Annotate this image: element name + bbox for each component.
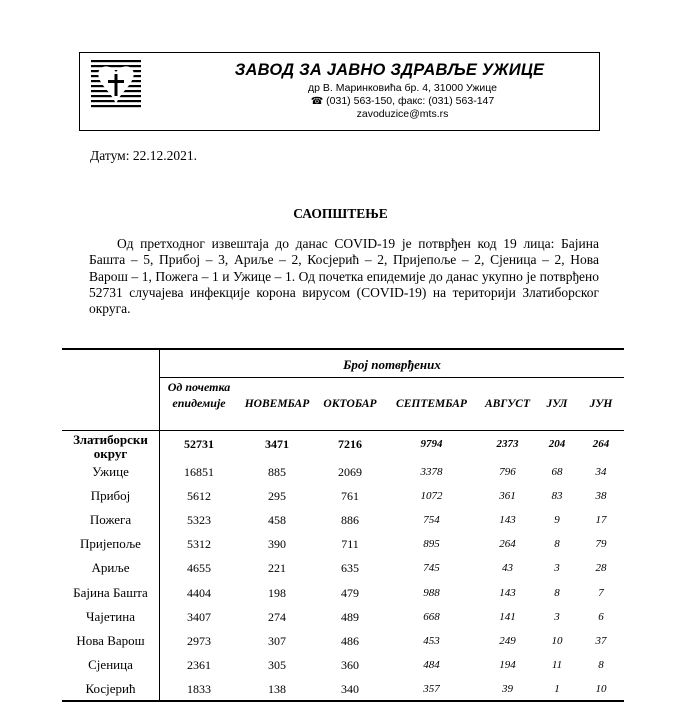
address: др В. Маринковића бр. 4, 31000 Ужице	[308, 82, 497, 94]
table-row	[62, 653, 624, 677]
table-row	[62, 677, 624, 701]
table-cell: 745	[423, 562, 440, 575]
table-cell: 6	[598, 610, 604, 623]
column-header-august: АВГУСТ	[485, 398, 530, 410]
table-cell: 895	[423, 538, 440, 551]
table-cell: 2973	[187, 633, 211, 648]
row-label: Чајетина	[86, 608, 135, 624]
header-bottom-rule	[62, 430, 624, 431]
table-cell: 295	[268, 489, 286, 504]
phone-number: (031) 563-150, факс: (031) 563-147	[326, 95, 495, 107]
table-cell: 390	[268, 537, 286, 552]
table-cell: 2361	[187, 657, 211, 672]
table-cell: 52731	[184, 437, 214, 451]
table-cell: 453	[423, 634, 440, 647]
table-cell: 988	[423, 586, 440, 599]
table-cell: 361	[499, 490, 516, 503]
email[interactable]: zavoduzice@mts.rs	[356, 108, 449, 120]
table-cell: 10	[595, 682, 607, 695]
table-cell: 340	[341, 681, 359, 696]
table-cell: 141	[499, 610, 516, 623]
table-cell: 198	[268, 585, 286, 600]
table-cell: 7216	[338, 437, 362, 451]
table-cell: 885	[268, 465, 286, 479]
phone-line	[80, 95, 599, 107]
row-label: Сјеница	[88, 656, 133, 672]
column-header-november: НОВЕМБАР	[244, 398, 310, 410]
table-cell: 1	[554, 682, 560, 695]
table-cell: 761	[341, 489, 359, 504]
table-row	[62, 532, 624, 556]
table-cell: 43	[502, 562, 513, 575]
row-label: Ариље	[91, 560, 130, 576]
table-cell: 4655	[187, 561, 211, 576]
row-label: Пријепоље	[80, 536, 141, 552]
table-cell: 8	[554, 586, 560, 599]
table-cell: 79	[595, 538, 607, 551]
table-cell: 28	[595, 562, 607, 575]
table-row	[62, 556, 624, 580]
group-header: Број потврђених	[343, 357, 441, 372]
table-cell: 479	[341, 585, 359, 600]
table-cell: 5323	[187, 513, 211, 528]
table-cell: 711	[341, 537, 359, 552]
column-header-july: ЈУЛ	[546, 398, 568, 410]
table-cell: 9	[554, 514, 560, 527]
organization-name: ЗАВОД ЗА ЈАВНО ЗДРАВЉЕ УЖИЦЕ	[234, 61, 545, 79]
table-cell: 10	[551, 634, 563, 647]
table-cell: 34	[595, 466, 607, 478]
table-cell: 796	[499, 466, 516, 478]
table-cell: 138	[268, 681, 286, 696]
announcement-text: Од претходног извештаја до данас COVID-19 је потврђен код 19 лица: Бајина Башта – 5, Прибој – 3, Ариље – 2, Косјерић – 2, Пријепоље – 2, Сјеница – 2, Нова Варош – 1, Пожега – 1 и Ужице – 1. Од почетка епидемије до данас укупно је потврђено 52731 случајева инфекције корона вирусом (COVID-19) на територији Златиборског округа.	[89, 236, 599, 317]
table-cell: 9794	[420, 438, 443, 450]
letterhead	[79, 52, 600, 131]
table-cell: 37	[595, 634, 607, 647]
table-cell: 357	[423, 682, 440, 695]
table-cell: 1833	[187, 681, 211, 696]
table-row	[62, 508, 624, 532]
row-label: Ужице	[92, 464, 129, 479]
table-cell: 489	[341, 609, 359, 624]
table-cell: 754	[423, 514, 440, 527]
column-header-october: ОКТОБАР	[323, 398, 377, 410]
table-cell: 2373	[496, 438, 519, 450]
table-cell: 668	[423, 610, 440, 623]
table-cell: 264	[592, 438, 610, 450]
group-header-rule	[160, 377, 624, 378]
table-cell: 3	[554, 610, 560, 623]
table-row	[62, 484, 624, 508]
row-label: Косјерић	[85, 680, 136, 696]
row-label: Пожега	[89, 512, 132, 528]
table-cell: 3471	[265, 437, 289, 451]
table-top-rule	[62, 348, 624, 350]
row-label: Прибој	[90, 488, 131, 504]
row-label: Златиборски округ	[73, 432, 148, 461]
table-cell: 305	[268, 657, 286, 672]
column-header-june: ЈУН	[589, 398, 613, 410]
table-cell: 249	[499, 634, 516, 647]
table-cell: 360	[341, 657, 359, 672]
table-cell: 194	[499, 658, 516, 671]
column-header-september: СЕПТЕМБАР	[396, 398, 467, 410]
document-date: Датум: 22.12.2021.	[90, 148, 197, 163]
table-cell: 83	[551, 490, 563, 503]
table-cell: 39	[502, 682, 513, 695]
phone-icon: ☎	[310, 96, 324, 107]
table-cell: 16851	[184, 465, 214, 479]
table-row	[62, 460, 624, 484]
table-cell: 143	[499, 586, 516, 599]
table-cell: 3	[554, 562, 560, 575]
table-cell: 264	[499, 538, 516, 551]
row-label: Нова Варош	[76, 632, 145, 648]
table-cell: 204	[548, 438, 566, 450]
table-cell: 221	[268, 561, 286, 576]
table-cell: 486	[341, 633, 359, 648]
table-cell: 11	[551, 658, 563, 671]
table-cell: 5312	[187, 537, 211, 552]
row-label: Бајина Башта	[73, 584, 148, 600]
table-cell: 307	[268, 633, 286, 648]
table-cell: 886	[341, 513, 359, 528]
table-cell: 7	[598, 586, 604, 599]
total-row	[62, 432, 624, 461]
table-cell: 484	[423, 658, 440, 671]
table-cell: 635	[341, 561, 359, 576]
table-cell: 17	[595, 514, 607, 527]
table-cell: 2069	[338, 465, 362, 479]
table-cell: 458	[268, 513, 286, 528]
document-title: САОПШТЕЊЕ	[293, 206, 388, 221]
table-cell: 3378	[420, 466, 443, 478]
table-cell: 143	[499, 514, 516, 527]
table-cell: 3407	[187, 609, 211, 624]
table-row	[62, 629, 624, 653]
table-cell: 8	[554, 538, 560, 551]
table-cell: 1072	[420, 490, 443, 503]
table-cell: 4404	[187, 585, 211, 600]
table-row	[62, 581, 624, 605]
table-cell: 38	[595, 490, 607, 503]
table-cell: 68	[551, 466, 563, 478]
table-row	[62, 605, 624, 629]
table-cell: 5612	[187, 489, 211, 504]
table-cell: 274	[268, 609, 286, 624]
column-header-since-start: Од почетка епидемије	[167, 380, 231, 410]
table-cell: 8	[598, 658, 604, 671]
